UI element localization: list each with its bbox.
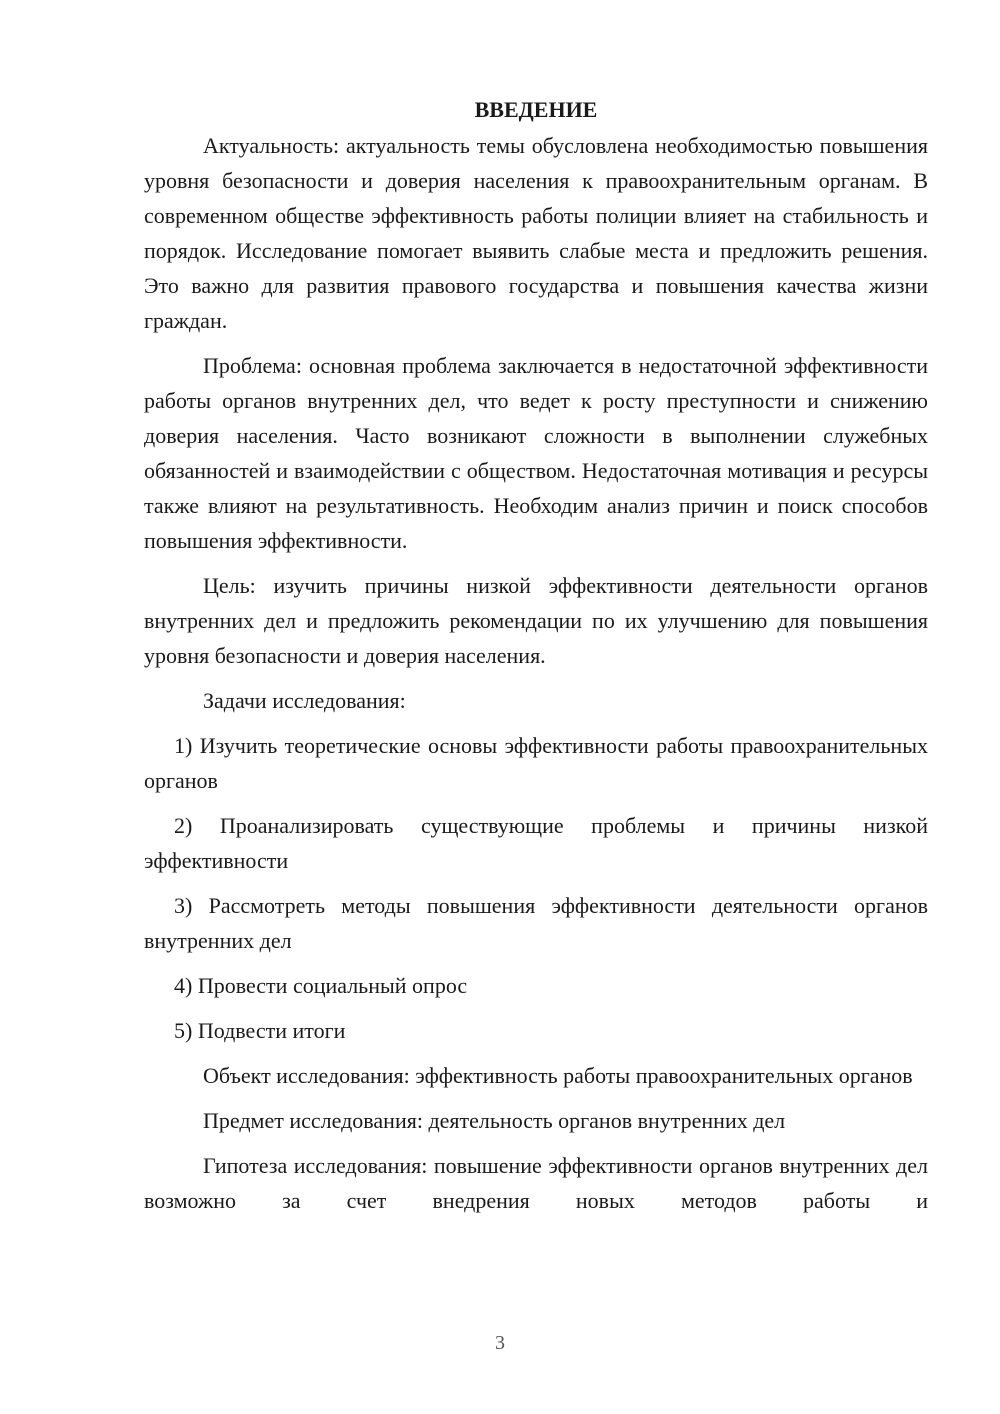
- tasks-list: [144, 728, 928, 1048]
- document-page: [144, 92, 928, 1228]
- paragraph-subject: Предмет исследования: деятельность органов внутренних дел: [203, 1108, 786, 1133]
- page-number: 3: [495, 1332, 505, 1354]
- paragraph-problem: Проблема: основная проблема заключается в недостаточной эффективности работы органов внутренних дел, что ведет к росту преступности и снижению доверия населения. Часто возникают сложности в выполнении служебных обязанностей и взаимодействии с обществом. Недостаточная мотивация и ресурсы также влияют на результативность. Необходим анализ причин и поиск способов повышения эффективности.: [144, 353, 928, 553]
- task-item-1: 1) Изучить теоретические основы эффективности работы правоохранительных органов: [144, 733, 928, 793]
- paragraph-goal: Цель: изучить причины низкой эффективности деятельности органов внутренних дел и предложить рекомендации по их улучшению для повышения уровня безопасности и доверия населения.: [144, 573, 928, 668]
- paragraph-relevance: Актуальность: актуальность темы обусловлена необходимостью повышения уровня безопасности и доверия населения к правоохранительным органам. В современном обществе эффективность работы полиции влияет на стабильность и порядок. Исследование помогает выявить слабые места и предложить решения. Это важно для развития правового государства и повышения качества жизни граждан.: [144, 133, 928, 333]
- page-title: ВВЕДЕНИЕ: [474, 97, 598, 122]
- task-item-2: 2) Проанализировать существующие проблемы и причины низкой эффективности: [144, 813, 928, 873]
- paragraph-hypothesis: Гипотеза исследования: повышение эффективности органов внутренних дел возможно за счет внедрения новых методов работы и: [144, 1153, 928, 1213]
- task-item-5: 5) Подвести итоги: [174, 1018, 346, 1043]
- paragraph-object: Объект исследования: эффективность работы правоохранительных органов: [203, 1063, 913, 1088]
- tasks-heading: Задачи исследования:: [203, 688, 406, 713]
- task-item-4: 4) Провести социальный опрос: [174, 973, 468, 998]
- task-item-3: 3) Рассмотреть методы повышения эффективности деятельности органов внутренних дел: [144, 893, 928, 953]
